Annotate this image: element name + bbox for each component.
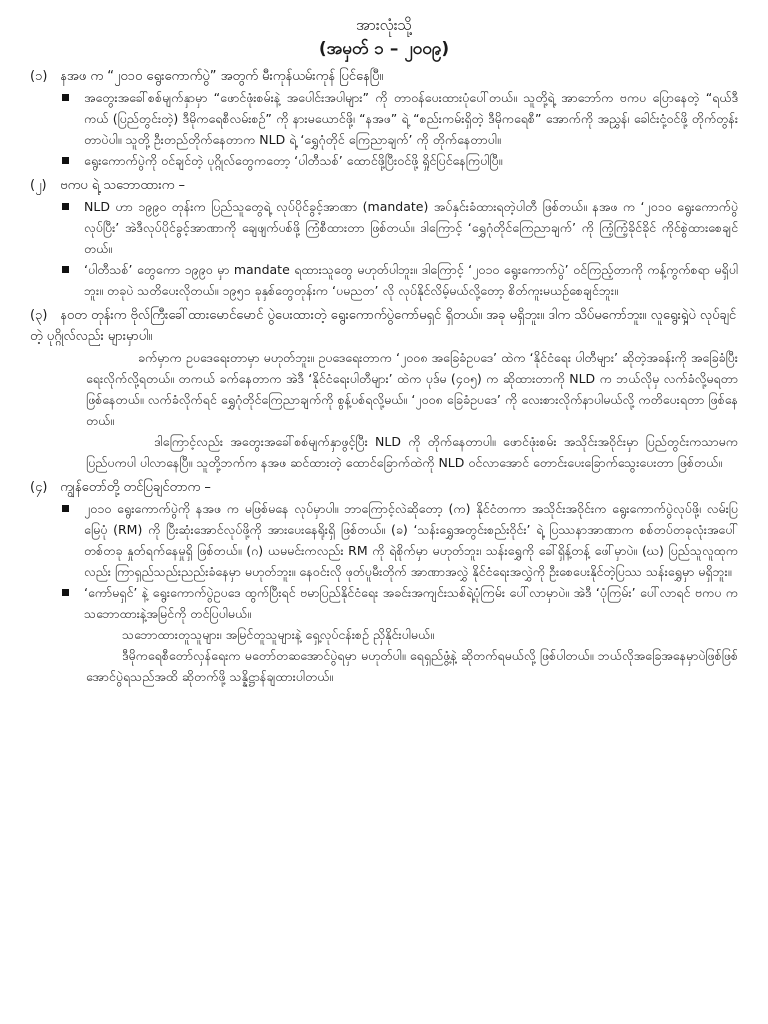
- document-subtitle: (အမှတ် ၁ – ၂၀၀၉): [318, 39, 450, 59]
- square-bullet-icon: [62, 203, 69, 210]
- document-title: အားလုံးသို့: [355, 16, 413, 34]
- bullet-list: [30, 87, 738, 171]
- section-heading-text: နဝတ တုန်းက ဗိုလ်ကြီးခေါ်ထားမောင်မောင် ပွဲပေးထားတဲ့ ရွေးကောက်ပွဲကော်မရှင် ရှိတယ်။ အခု မရှိဘူး။ ဒါက သိပ်မကော်ဘူး။ လူရွေးရှဲ့ပဲ လုပ်ချင်တဲ့ ပုဂ္ဂိုလ်လည်း များမှာပါ။: [30, 308, 737, 344]
- section-4: [30, 477, 738, 687]
- square-bullet-icon: [62, 157, 69, 164]
- list-item-text: ရွေးကောက်ပွဲကို ဝင်ချင်တဲ့ ပုဂ္ဂိုလ်တွေကတော့ ‘ပါတီသစ်’ ထောင်ဖို့ပြီးဝင်ဖို့ ရှိုင်ပြင်နေကြပါပြီ။: [84, 153, 503, 168]
- section-heading-text: ဗကပ ရဲ့ သဘောထားက –: [60, 178, 185, 193]
- section-number: (၂): [30, 178, 47, 193]
- section-1: [30, 66, 738, 171]
- section-heading: [30, 477, 738, 498]
- section-heading: [30, 66, 738, 87]
- list-item: [62, 150, 738, 171]
- list-item-text: NLD ဟာ ၁၉၉၀ တုန်းက ပြည်သူတွေရဲ့ လုပ်ပိုင်ခွင့်အာဏာ (mandate) အပ်နှင်းခံထားရတဲ့ပါတီ ဖြစ်တယ်။ နအဖ က ‘၂၀၁၀ ရွေးကောက်ပွဲလုပ်ပြီး’ အဲဒီလုပ်ပိုင်ခွင့်အာဏာကို ချေဖျက်ပစ်ဖို့ ကြံစီထားတာ ဖြစ်တယ်။ ဒါကြောင့် ‘ရွှေဂုံတိုင်ကြေညာချက်’ ကို ကြံ့ကြံ့ခိုင်ခိုင် ကိုင်စွဲထားစေချင်တယ်။: [84, 199, 738, 256]
- square-bullet-icon: [62, 266, 69, 273]
- section-number: (၁): [30, 69, 48, 84]
- list-item: [62, 498, 738, 582]
- paragraph: ခက်မှာက ဥပဒေရေးတာမှာ မဟုတ်ဘူး။ ဥပဒေရေးတာက ‘၂၀၀၈ အခြေခံဥပဒေ’ ထဲက ‘နိုင်ငံရေး ပါတီများ’ ဆိုတဲ့အခန်းကို အခြေခံပြီး ရေးလိုက်လို့ရတယ်။ တကယ် ခက်နေတာက အဲဒီ ‘နိုင်ငံရေးပါတီများ’ ထဲက ပုဒ်မ (၄၀၅) က ဆိုထားတာကို NLD က ဘယ်လိုမှ လက်ခံလို့မရတာ ဖြစ်နေတယ်။ လက်ခံလိုက်ရင် ရွှေဂုံတိုင်ကြေညာချက်ကို စွန့်ပစ်ရလို့မယ်။ ‘၂၀၀၈ ခြေခံဥပဒေ’ ကို လေးစားလိုက်နာပါမယ်လို့ ကတိပေးရတာ ဖြစ်နေတယ်။: [86, 350, 738, 428]
- section-heading-text: နအဖ က “၂၀၁၀ ရွေးကောက်ပွဲ” အတွက် မီးကုန်ယမ်းကုန် ပြင်နေပြီ။: [60, 69, 384, 84]
- document-header: [30, 14, 738, 62]
- section-2: [30, 175, 738, 301]
- list-item-text: ‘ပါတီသစ်’ တွေကော ၁၉၉၀ မှာ mandate ရထားသူတွေ မဟုတ်ပါဘူး။ ဒါကြောင့် ‘၂၀၁၀ ရွေးကောက်ပွဲ’ ဝင်ကြည့်တာကို ကန့်ကွက်စရာ မရှိပါဘူး။ တခုပဲ သတိပေးလိုတယ်။ ၁၉၅၁ ခုနှစ်တွေတုန်းက ‘ပမညတ’ လို လုပ်နိုင်လိမ့်မယ်လို့တော့ စိတ်ကူးမယဉ်စေချင်ဘူး။: [84, 262, 738, 298]
- bullet-list: [30, 196, 738, 301]
- square-bullet-icon: [62, 505, 69, 512]
- list-item: [62, 87, 738, 150]
- section-number: (၃): [30, 308, 48, 323]
- list-item: [62, 582, 738, 624]
- list-item: [62, 259, 738, 301]
- list-item-text: ၂၀၁၀ ရွေးကောက်ပွဲကို နအဖ က မဖြစ်မနေ လုပ်မှာပါ။ ဘာကြောင့်လဲဆိုတော့ (က) နိုင်ငံတကာ အသိုင်းအဝိုင်းက ရွေးကောက်ပွဲလုပ်ဖို့၊ လမ်းပြမြေပုံ (RM) ကို ပြီးဆုံးအောင်လုပ်ဖို့ကို အားပေးနေရိုးရှိ ဖြစ်တယ်။ (ခ) ‘သန်းရွှေအတွင်းစည်းဝိုင်း’ ရဲ့ ပြဿနာအာဏာက စစ်တပ်တခုလုံးအပေါ် တစ်တခု နှုတ်ရက်နေမှုရှိ ဖြစ်တယ်။ (ဂ) ယမမင်းကလည်း RM ကို ရဲစိုက်မှာ မဟုတ်ဘူး၊ သန်းရွှေကို ခေါ်ရှိန့်တန့် ဖေါ်မှာပဲ။ (ဃ) ပြည်သူလူထုကလည်း ကြာရှည်သည်းညည်းခံနေမှာ မဟုတ်ဘူး။ နေဝင်းလို ဖုတ်ပူမီးတိုက် အာဏာအလွှဲ နိုင်ငံရေးအလွှဲကို ဦးစေပေးနိုင်တဲ့ပြဿ သန်းရွှေမှာ မရှိဘူး။: [84, 501, 738, 579]
- list-item: [62, 196, 738, 259]
- section-heading: [30, 305, 738, 347]
- list-item-text: အတွေးအခေါ်စစ်မျက်နှာမှာ “ဖောင်ဖုံးစမ်းနဲ့ အပေါင်းအပါများ” ကို တာဝန်ပေးထားပုံပေါ်တယ်။ သူတို့ရဲ့ အာဘော်က ဗကပ ပြောနေတဲ့ “ရယ်ဒီကယ် (ပြည်တွင်းတဲ့) ဒီမိုကရေစီလမ်းစဉ်” ကို နားမယောင်ဖို့၊ “နအဖ” ရဲ့ “စည်းကမ်းရှိတဲ့ ဒီမိုကရေစီ” အောက်ကို အညွှန်၊ ခေါင်းငုံ့ဝင်ဖို့ တိုက်တွန်းတာပဲပါ။ သူတို့ ဦးတည်တိုက်နေတာက NLD ရဲ့ ‘ရွှေဂုံတိုင် ကြေညာချက်’ ကို တိုက်နေတာပါ။: [84, 90, 738, 147]
- square-bullet-icon: [62, 94, 69, 101]
- paragraph: ဒါကြောင့်လည်း အတွေးအခေါ်စစ်မျက်နှာဖွင့်ပြီး NLD ကို တိုက်နေတာပါ။ ဖောင်ဖုံးစမ်း အသိုင်းအဝိုင်းမှာ ပြည်တွင်းကသာမက ပြည်ပကပါ ပါလာနေပြီ။ သူတို့ဘက်က နအဖ ဆင်ထားတဲ့ ထောင်ခြောက်ထဲကို NLD ဝင်လာအောင် တောင်းပေးခြောက်သွေးပေးတာ ဖြစ်တယ်။: [86, 434, 738, 470]
- bullet-list: [30, 498, 738, 624]
- paragraph: သဘောထားတူသူများ၊ အမြင်တူသူများနဲ့ ရှေ့လုပ်ငန်းစဉ် ညှိနိုင်းပါမယ်။: [122, 627, 434, 642]
- list-item-text: ‘ကော်မရှင်’ နဲ့ ရွေးကောက်ပွဲဥပဒေ ထွက်ပြီးရင် ဗမာပြည်နိုင်ငံရေး အခင်းအကျင်းသစ်ရဲ့ပုံကြမ်း ပေါ်လာမှာပဲ။ အဲဒီ ‘ပုံကြမ်း’ ပေါ်လာရင် ဗကပ က သဘောထားနဲ့အမြင်ကို တင်ပြပါမယ်။: [84, 585, 738, 621]
- section-number: (၄): [30, 480, 48, 495]
- square-bullet-icon: [62, 589, 69, 596]
- section-heading: [30, 175, 738, 196]
- section-3: [30, 305, 738, 473]
- paragraph: ဒီမိုကရေစီတော်လှန်ရေးက မတော်တဆအောင်ပွဲရမှာ မဟုတ်ပါ။ ရေရှည်ဖွံ့နဲ့ ဆိုတက်ရမယ်လို့ ဖြစ်ပါတယ်။ ဘယ်လိုအခြေအနေမှာပဲဖြစ်ဖြစ် အောင်ပွဲရသည်အထိ ဆိုတက်ဖို့ သန္နိဋ္ဌာန်ချထားပါတယ်။: [86, 648, 738, 684]
- section-heading-text: ကျွန်တော်တို့ တင်ပြချင်တာက –: [60, 480, 211, 495]
